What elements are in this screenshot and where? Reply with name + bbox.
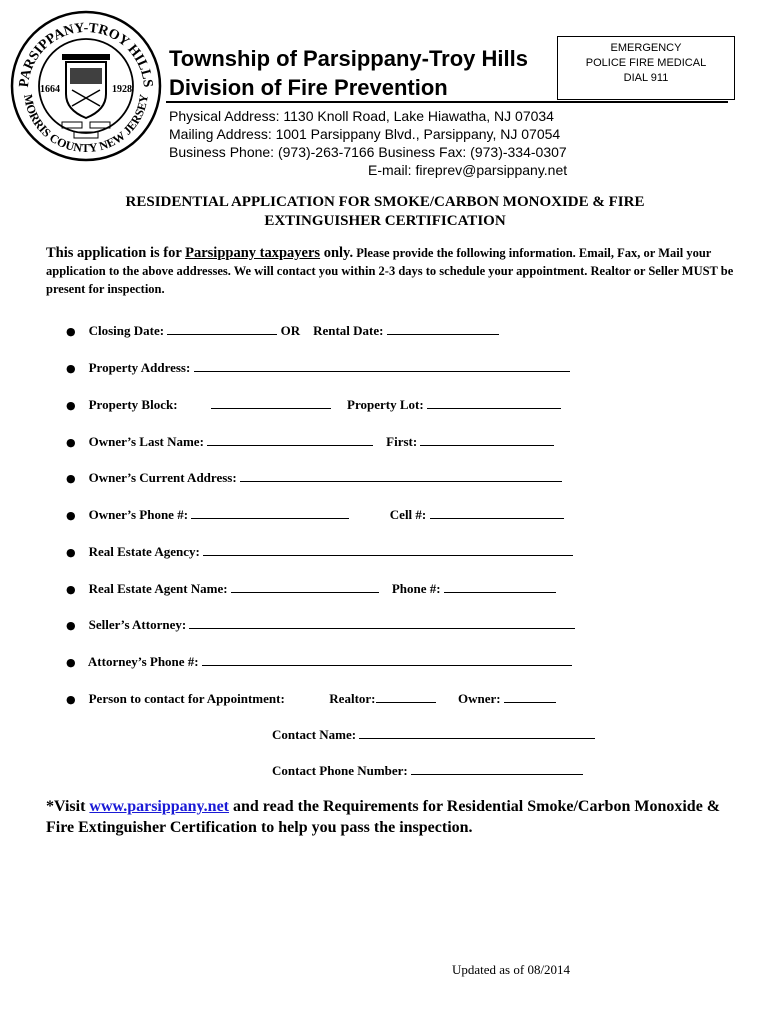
rental-date-field[interactable]	[387, 321, 499, 335]
business-phone-fax: Business Phone: (973)-263-7166 Business Fax: (973)-334-0307	[169, 144, 567, 160]
visit-note	[46, 796, 746, 838]
row-property-address	[66, 358, 570, 377]
contact-phone-field[interactable]	[411, 761, 583, 775]
first-name-field[interactable]	[420, 432, 554, 446]
row-real-estate-agency	[66, 542, 573, 561]
bullet-icon: ●	[66, 325, 76, 338]
bullet-icon: ●	[66, 472, 76, 485]
owner-field[interactable]	[504, 689, 556, 703]
agent-phone-field[interactable]	[444, 579, 556, 593]
rental-date-label: Rental Date:	[313, 323, 384, 338]
attorneys-phone-field[interactable]	[202, 652, 572, 666]
form-title-line1: RESIDENTIAL APPLICATION FOR SMOKE/CARBON MONOXIDE & FIRE	[125, 194, 645, 210]
bullet-icon: ●	[66, 546, 76, 559]
row-closing-rental	[66, 321, 499, 340]
header-divider	[166, 101, 728, 103]
row-person-to-contact	[66, 689, 556, 708]
cell-field[interactable]	[430, 505, 564, 519]
visit-suffix: and read the Requirements for Residential Smoke/Carbon Monoxide & Fire Extinguisher Certification to help you pass the inspection.	[46, 798, 721, 836]
or-label: OR	[280, 323, 301, 338]
property-address-field[interactable]	[194, 358, 570, 372]
emergency-box	[557, 36, 735, 100]
row-attorneys-phone	[66, 652, 572, 671]
row-owner-name	[66, 432, 554, 451]
row-contact-phone	[272, 761, 583, 779]
bullet-icon: ●	[66, 583, 76, 596]
owner-current-address-field[interactable]	[240, 468, 562, 482]
updated-date: Updated as of 08/2014	[452, 962, 571, 977]
owner-current-address-label: Owner’s Current Address:	[88, 470, 237, 485]
seal-bottom-text: MORRIS COUNTY NEW JERSEY	[20, 93, 151, 156]
township-title: Township of Parsippany-Troy Hills	[169, 46, 528, 71]
first-name-label: First:	[386, 434, 418, 449]
bullet-icon: ●	[66, 619, 76, 632]
property-block-field[interactable]	[211, 395, 331, 409]
emergency-dial: DIAL 911	[623, 72, 669, 84]
closing-date-label: Closing Date:	[88, 323, 165, 338]
owner-last-name-field[interactable]	[207, 432, 373, 446]
contact-name-label: Contact Name:	[272, 727, 357, 742]
property-lot-field[interactable]	[427, 395, 561, 409]
owner-phone-label: Owner’s Phone #:	[88, 507, 189, 522]
contact-email: E-mail: fireprev@parsippany.net	[368, 162, 568, 178]
bullet-icon: ●	[66, 399, 76, 412]
seal-year-right: 1928	[112, 84, 132, 95]
bullet-icon: ●	[66, 509, 76, 522]
physical-address: Physical Address: 1130 Knoll Road, Lake Hiawatha, NJ 07034	[169, 108, 554, 124]
row-agent	[66, 579, 556, 598]
sellers-attorney-field[interactable]	[189, 615, 575, 629]
person-to-contact-label: Person to contact for Appointment:	[88, 691, 285, 706]
intro-taxpayers: Parsippany taxpayers	[185, 245, 321, 261]
real-estate-agent-name-field[interactable]	[231, 579, 379, 593]
intro-paragraph	[46, 244, 736, 298]
owner-phone-field[interactable]	[191, 505, 349, 519]
agent-phone-label: Phone #:	[391, 581, 441, 596]
row-owner-address	[66, 468, 562, 487]
attorneys-phone-label: Attorney’s Phone #:	[87, 654, 199, 669]
real-estate-agency-label: Real Estate Agency:	[88, 544, 200, 559]
bullet-icon: ●	[66, 436, 76, 449]
emergency-services: POLICE FIRE MEDICAL	[585, 57, 707, 69]
bullet-icon: ●	[66, 693, 76, 706]
parsippany-website-link[interactable]: www.parsippany.net	[89, 798, 229, 815]
real-estate-agency-field[interactable]	[203, 542, 573, 556]
form-title-line2: EXTINGUISHER CERTIFICATION	[264, 213, 506, 229]
sellers-attorney-label: Seller’s Attorney:	[88, 617, 187, 632]
closing-date-field[interactable]	[167, 321, 277, 335]
bullet-icon: ●	[66, 656, 76, 669]
real-estate-agent-name-label: Real Estate Agent Name:	[88, 581, 228, 596]
row-contact-name	[272, 725, 595, 743]
property-block-label: Property Block:	[88, 397, 178, 412]
seal-top-text: PARSIPPANY-TROY HILLS	[16, 20, 156, 89]
division-title: Division of Fire Prevention	[169, 75, 448, 100]
contact-name-field[interactable]	[359, 725, 595, 739]
owner-last-name-label: Owner’s Last Name:	[88, 434, 204, 449]
row-block-lot	[66, 395, 561, 414]
property-address-label: Property Address:	[88, 360, 191, 375]
township-seal-logo	[10, 10, 162, 162]
bullet-icon: ●	[66, 362, 76, 375]
intro-part3: Please provide the following information. Email, Fax, or Mail your application to the above addresses. We will contact you within 2-3 days to schedule your appointment. Realtor or Seller MUST be present for inspection.	[46, 246, 734, 296]
emergency-label: EMERGENCY	[610, 42, 682, 54]
property-lot-label: Property Lot:	[347, 397, 424, 412]
intro-part2: only.	[320, 245, 354, 261]
owner-label: Owner:	[458, 691, 501, 706]
row-owner-phone	[66, 505, 564, 524]
seal-year-left: 1664	[40, 84, 60, 95]
mailing-address: Mailing Address: 1001 Parsippany Blvd., Parsippany, NJ 07054	[169, 126, 561, 142]
realtor-field[interactable]	[376, 689, 436, 703]
contact-phone-label: Contact Phone Number:	[272, 763, 408, 778]
visit-prefix: *Visit	[46, 798, 90, 815]
realtor-label: Realtor:	[329, 691, 376, 706]
intro-part1: This application is for	[46, 245, 186, 261]
row-sellers-attorney	[66, 615, 575, 634]
cell-label: Cell #:	[389, 507, 427, 522]
